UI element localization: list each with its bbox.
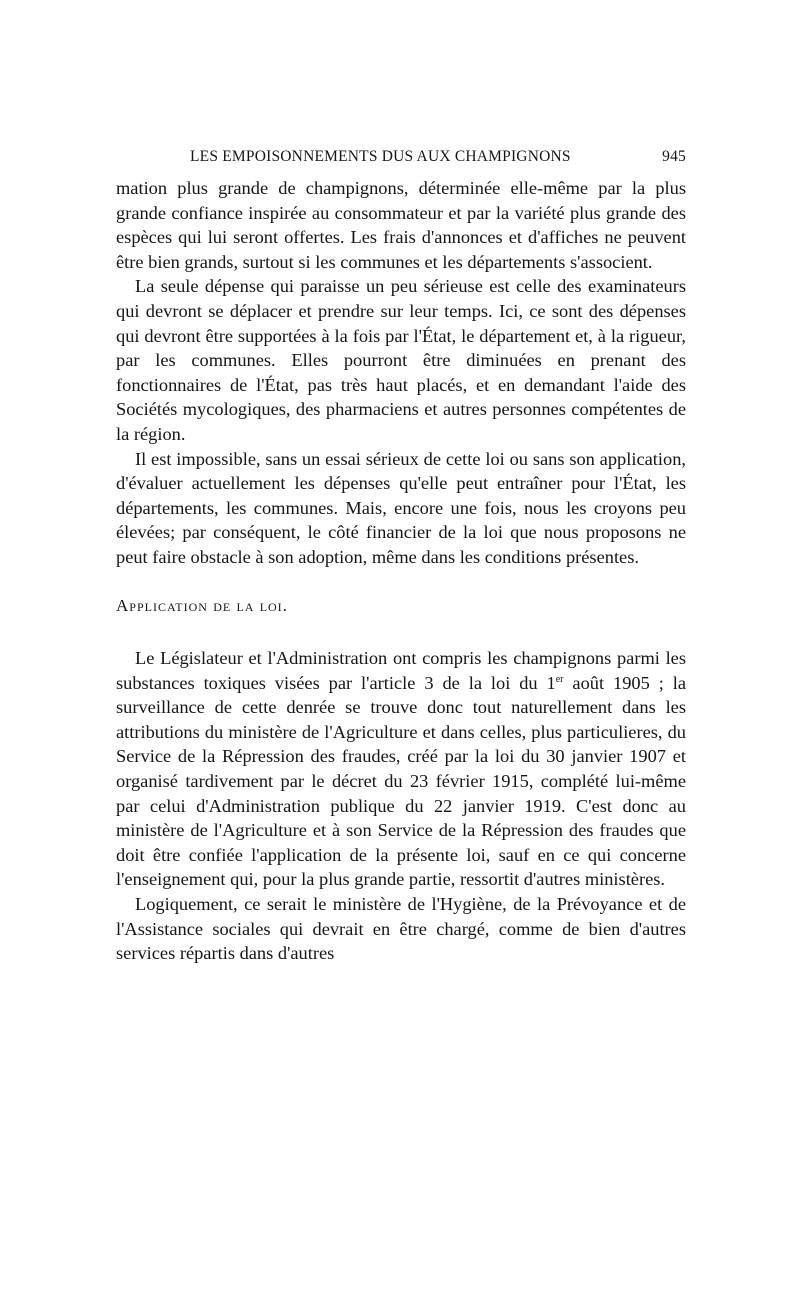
paragraph-continued: mation plus grande de champignons, déterminée elle-même par la plus grande confiance inspirée au consommateur et par la variété plus grande des espèces qui lui seront offertes. Les frais d'annonces et d'affiches ne peuvent être bien grands, surtout si les communes et les départements s'associent.	[116, 178, 686, 272]
running-title: LES EMPOISONNEMENTS DUS AUX CHAMPIGNONS	[190, 148, 571, 165]
running-header	[118, 148, 686, 172]
paragraph: La seule dépense qui paraisse un peu sérieuse est celle des examinateurs qui devront se déplacer et prendre sur leur temps. Ici, ce sont des dépenses qui devront être supportées à la fois par l'État, le département et, à la rigueur, par les communes. Elles pourront être diminuées en prenant des fonctionnaires de l'État, pas très haut placés, et en demandant l'aide des Sociétés mycologiques, des pharmaciens et autres personnes compétentes de la région.	[116, 276, 686, 444]
paragraph-text: Le Législateur et l'Administration ont compris les champignons parmi les substances toxiques visées par l'article 3 de la loi du 1	[116, 648, 686, 693]
paragraph-text: août 1905 ; la surveillance de cette denrée se trouve donc tout naturellement dans les attributions du ministère de l'Agriculture et dans celles, plus particulieres, du Service de la Répression des fraudes, créé par la loi du 30 janvier 1907 et organisé tardivement par le décret du 23 février 1915, complété lui-même par celui d'Administration publique du 22 janvier 1919. C'est donc au ministère de l'Agriculture et à son Service de la Répression des fraudes que doit être confiée l'application de la présente loi, sauf en ce qui concerne l'enseignement qui, pour la plus grande partie, ressortit d'autres ministères.	[116, 672, 686, 890]
section-heading: Application de la loi.	[116, 595, 288, 615]
body-text	[116, 176, 686, 966]
paragraph: Logiquement, ce serait le ministère de l'Hygiène, de la Prévoyance et de l'Assistance sociales qui devrait en être chargé, comme de bien d'autres services répartis dans d'autres	[116, 894, 686, 964]
paragraph	[116, 646, 686, 892]
paragraph: Il est impossible, sans un essai sérieux de cette loi ou sans son application, d'évaluer actuellement les dépenses qu'elle peut entraîner pour l'État, les départements, les communes. Mais, encore une fois, nous les croyons peu élevées; par conséquent, le côté financier de la loi que nous proposons ne peut faire obstacle à son adoption, même dans les conditions présentes.	[116, 448, 686, 567]
ordinal-superscript: er	[555, 673, 564, 685]
page-number: 945	[662, 148, 686, 165]
